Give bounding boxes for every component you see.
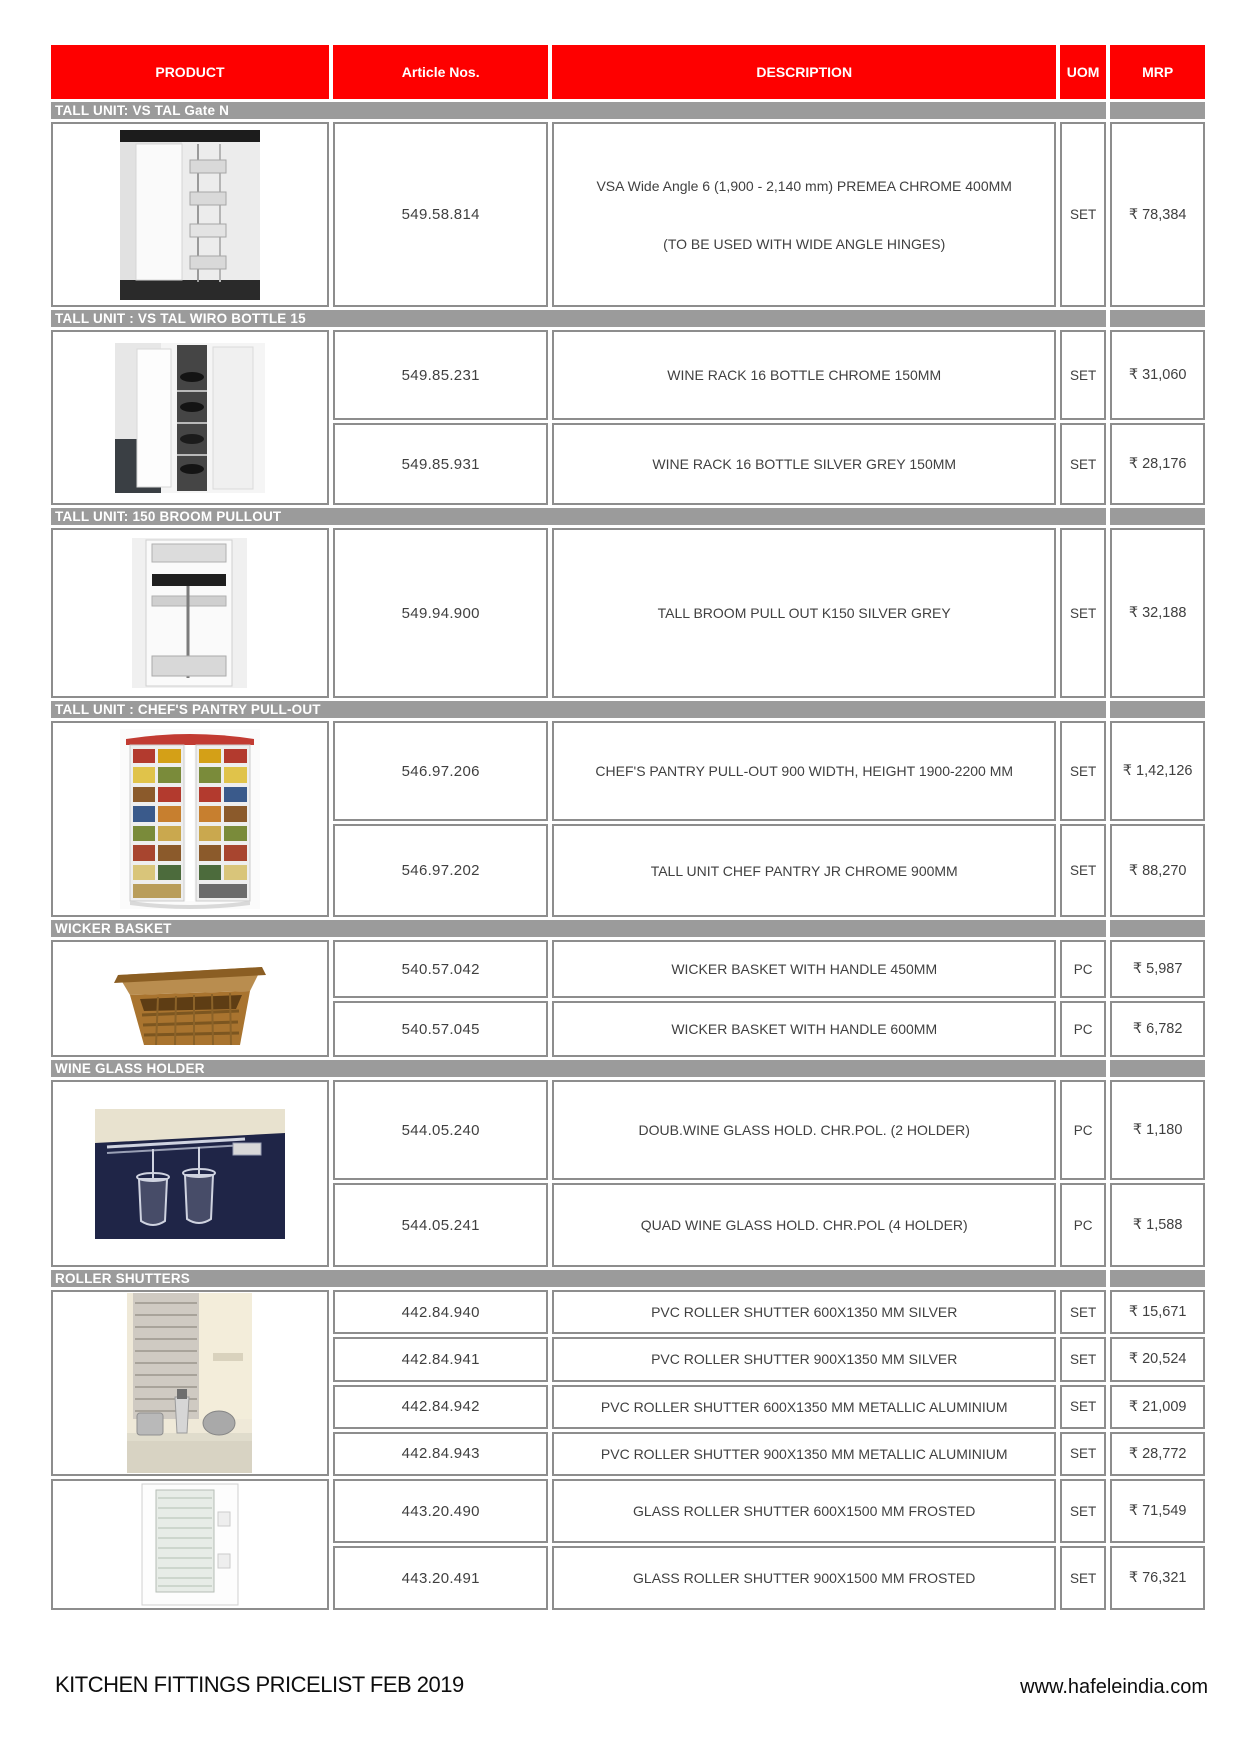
product-photo-cell — [51, 1080, 329, 1267]
mrp-cell: ₹ 1,42,126 — [1110, 721, 1205, 821]
section-title: TALL UNIT: VS TAL Gate N — [51, 102, 1106, 119]
chefs-pantry-pullout-photo — [54, 729, 326, 909]
table-row — [51, 528, 1205, 698]
tall-pullout-wire-basket-unit-photo — [54, 130, 326, 300]
footer-title: KITCHEN FITTINGS PRICELIST FEB 2019 — [55, 1672, 464, 1697]
column-header-article: Article Nos. — [333, 45, 549, 99]
table-row — [51, 1080, 1205, 1180]
section-bar — [51, 102, 1205, 119]
article-no: 442.84.940 — [333, 1290, 549, 1334]
uom-cell: SET — [1060, 1546, 1106, 1610]
description-cell: WICKER BASKET WITH HANDLE 600MM — [552, 1001, 1056, 1057]
article-no: 442.84.941 — [333, 1337, 549, 1381]
mrp-cell: ₹ 20,524 — [1110, 1337, 1205, 1381]
uom-cell: SET — [1060, 1290, 1106, 1334]
description-cell: TALL BROOM PULL OUT K150 SILVER GREY — [552, 528, 1056, 698]
description-cell: PVC ROLLER SHUTTER 900X1350 MM SILVER — [552, 1337, 1056, 1381]
mrp-cell: ₹ 71,549 — [1110, 1479, 1205, 1543]
description-cell: PVC ROLLER SHUTTER 900X1350 MM METALLIC ALUMINIUM — [552, 1432, 1056, 1476]
uom-cell: PC — [1060, 1183, 1106, 1267]
uom-cell: SET — [1060, 1337, 1106, 1381]
article-no: 546.97.206 — [333, 721, 549, 821]
mrp-cell: ₹ 6,782 — [1110, 1001, 1205, 1057]
section-bar-mrp-segment — [1110, 1060, 1205, 1077]
uom-cell: SET — [1060, 330, 1106, 420]
uom-cell: SET — [1060, 824, 1106, 917]
article-no: 549.85.931 — [333, 423, 549, 505]
description-line-1: VSA Wide Angle 6 (1,900 - 2,140 mm) PREMEA CHROME 400MM — [596, 177, 1012, 194]
article-no: 549.94.900 — [333, 528, 549, 698]
product-photo-cell — [51, 940, 329, 1057]
article-no: 540.57.042 — [333, 940, 549, 998]
uom-cell: PC — [1060, 940, 1106, 998]
section-bar — [51, 310, 1205, 327]
article-no: 442.84.943 — [333, 1432, 549, 1476]
column-header-mrp: MRP — [1110, 45, 1205, 99]
section-bar — [51, 701, 1205, 718]
uom-cell: SET — [1060, 423, 1106, 505]
description-cell: CHEF'S PANTRY PULL-OUT 900 WIDTH, HEIGHT 1900-2200 MM — [552, 721, 1056, 821]
table-row — [51, 1290, 1205, 1334]
broom-pullout-unit-photo — [54, 538, 326, 688]
uom-cell: SET — [1060, 1432, 1106, 1476]
article-no: 443.20.490 — [333, 1479, 549, 1543]
product-photo-cell — [51, 721, 329, 917]
section-title: TALL UNIT : VS TAL WIRO BOTTLE 15 — [51, 310, 1106, 327]
mrp-cell: ₹ 31,060 — [1110, 330, 1205, 420]
mrp-cell: ₹ 1,588 — [1110, 1183, 1205, 1267]
mrp-cell: ₹ 32,188 — [1110, 528, 1205, 698]
pricelist-table-container — [47, 42, 1209, 1613]
mrp-cell: ₹ 28,176 — [1110, 423, 1205, 505]
wine-rack-pullout-unit-photo — [54, 343, 326, 493]
product-photo-cell — [51, 330, 329, 505]
mrp-cell: ₹ 76,321 — [1110, 1546, 1205, 1610]
article-no: 544.05.240 — [333, 1080, 549, 1180]
section-bar-mrp-segment — [1110, 920, 1205, 937]
mrp-cell: ₹ 15,671 — [1110, 1290, 1205, 1334]
description-cell: WICKER BASKET WITH HANDLE 450MM — [552, 940, 1056, 998]
description-cell: PVC ROLLER SHUTTER 600X1350 MM METALLIC ALUMINIUM — [552, 1385, 1056, 1429]
wine-glass-holder-photo — [54, 1109, 326, 1239]
section-bar — [51, 508, 1205, 525]
article-no: 443.20.491 — [333, 1546, 549, 1610]
mrp-cell: ₹ 88,270 — [1110, 824, 1205, 917]
section-bar — [51, 920, 1205, 937]
description-cell: GLASS ROLLER SHUTTER 600X1500 MM FROSTED — [552, 1479, 1056, 1543]
product-photo-cell — [51, 1290, 329, 1476]
article-no: 540.57.045 — [333, 1001, 549, 1057]
description-line-2: (TO BE USED WITH WIDE ANGLE HINGES) — [663, 235, 946, 252]
description-cell: WINE RACK 16 BOTTLE SILVER GREY 150MM — [552, 423, 1056, 505]
table-header-row — [51, 45, 1205, 99]
article-no: 544.05.241 — [333, 1183, 549, 1267]
section-bar-mrp-segment — [1110, 508, 1205, 525]
product-photo-cell — [51, 1479, 329, 1610]
table-row — [51, 940, 1205, 998]
section-title: TALL UNIT : CHEF'S PANTRY PULL-OUT — [51, 701, 1106, 718]
mrp-cell: ₹ 78,384 — [1110, 122, 1205, 307]
section-bar-mrp-segment — [1110, 102, 1205, 119]
pvc-roller-shutter-kitchen-photo — [54, 1293, 326, 1473]
uom-cell: SET — [1060, 122, 1106, 307]
section-title: TALL UNIT: 150 BROOM PULLOUT — [51, 508, 1106, 525]
column-header-uom: UOM — [1060, 45, 1106, 99]
table-row — [51, 1479, 1205, 1543]
article-no: 546.97.202 — [333, 824, 549, 917]
section-bar — [51, 1270, 1205, 1287]
uom-cell: SET — [1060, 1479, 1106, 1543]
product-photo-cell — [51, 528, 329, 698]
footer-website: www.hafeleindia.com — [1020, 1676, 1208, 1698]
uom-cell: SET — [1060, 721, 1106, 821]
wicker-basket-photo — [54, 949, 326, 1049]
section-bar — [51, 1060, 1205, 1077]
pricelist-table — [47, 42, 1209, 1613]
glass-roller-shutter-photo — [54, 1482, 326, 1607]
description-cell: TALL UNIT CHEF PANTRY JR CHROME 900MM — [552, 824, 1056, 917]
description-cell — [552, 122, 1056, 307]
mrp-cell: ₹ 28,772 — [1110, 1432, 1205, 1476]
section-bar-mrp-segment — [1110, 1270, 1205, 1287]
article-no: 549.85.231 — [333, 330, 549, 420]
table-row — [51, 122, 1205, 307]
mrp-cell: ₹ 5,987 — [1110, 940, 1205, 998]
table-row — [51, 721, 1205, 821]
section-title: WINE GLASS HOLDER — [51, 1060, 1106, 1077]
article-no: 442.84.942 — [333, 1385, 549, 1429]
uom-cell: SET — [1060, 528, 1106, 698]
section-bar-mrp-segment — [1110, 701, 1205, 718]
section-bar-mrp-segment — [1110, 310, 1205, 327]
table-row — [51, 330, 1205, 420]
uom-cell: PC — [1060, 1080, 1106, 1180]
uom-cell: SET — [1060, 1385, 1106, 1429]
uom-cell: PC — [1060, 1001, 1106, 1057]
description-cell: QUAD WINE GLASS HOLD. CHR.POL (4 HOLDER) — [552, 1183, 1056, 1267]
column-header-product: PRODUCT — [51, 45, 329, 99]
description-cell: GLASS ROLLER SHUTTER 900X1500 MM FROSTED — [552, 1546, 1056, 1610]
article-no: 549.58.814 — [333, 122, 549, 307]
mrp-cell: ₹ 1,180 — [1110, 1080, 1205, 1180]
mrp-cell: ₹ 21,009 — [1110, 1385, 1205, 1429]
product-photo-cell — [51, 122, 329, 307]
section-title: WICKER BASKET — [51, 920, 1106, 937]
description-cell: DOUB.WINE GLASS HOLD. CHR.POL. (2 HOLDER) — [552, 1080, 1056, 1180]
description-cell: PVC ROLLER SHUTTER 600X1350 MM SILVER — [552, 1290, 1056, 1334]
description-cell: WINE RACK 16 BOTTLE CHROME 150MM — [552, 330, 1056, 420]
section-title: ROLLER SHUTTERS — [51, 1270, 1106, 1287]
column-header-description: DESCRIPTION — [552, 45, 1056, 99]
